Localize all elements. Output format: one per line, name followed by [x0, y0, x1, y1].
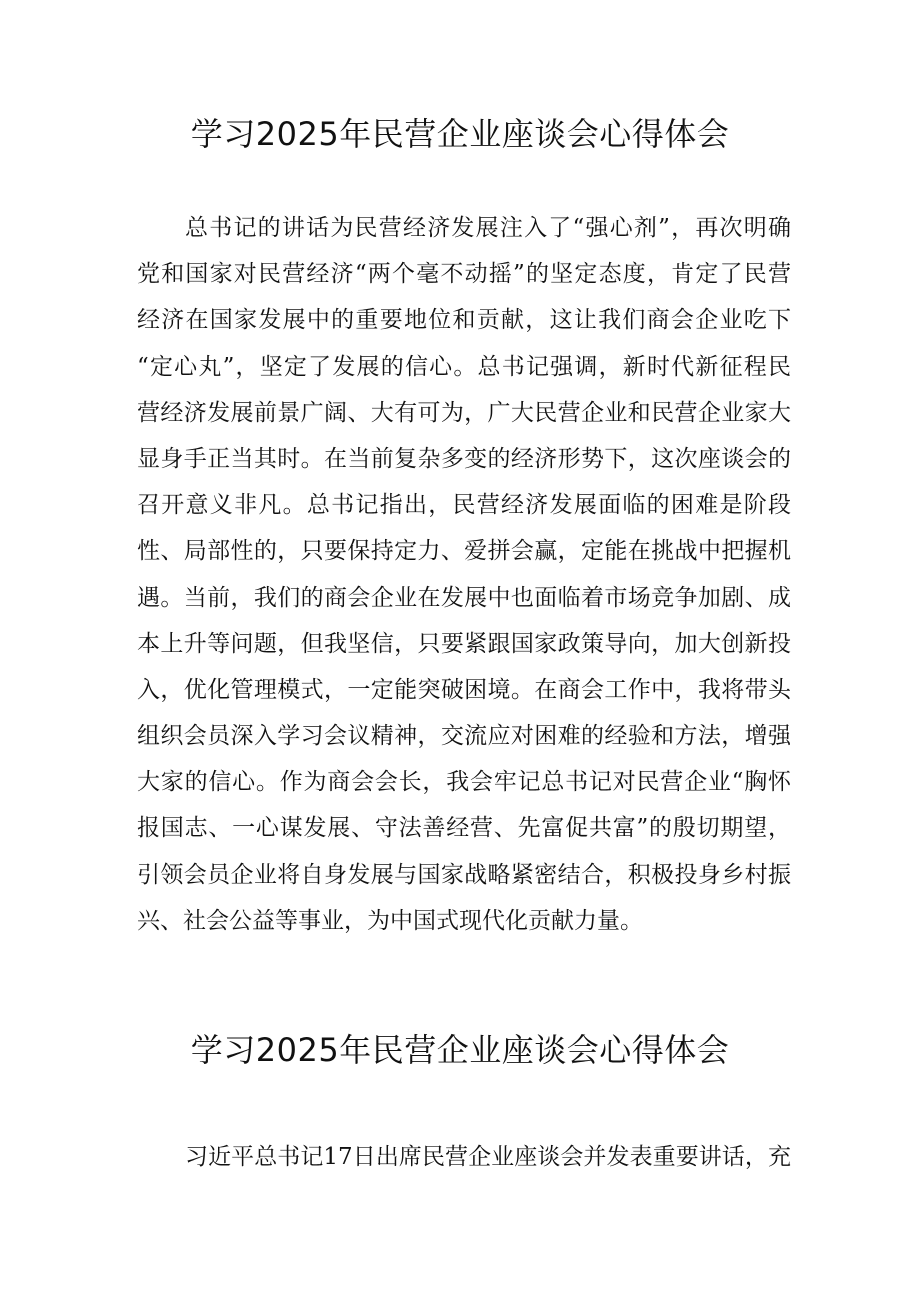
text-line: 入，优化管理模式，一定能突破困境。在商会工作中，我将带头 [137, 676, 791, 703]
text-line: 召开意义非凡。总书记指出，民营经济发展面临的困难是阶段 [137, 492, 791, 519]
article-title-2: 学习2025年民营企业座谈会心得体会 [190, 1031, 730, 1069]
text-line: 总书记的讲话为民营经济发展注入了“强心剂”，再次明确 [185, 215, 791, 241]
text-line: 性、局部性的，只要保持定力、爱拼会赢，定能在挑战中把握机 [137, 538, 791, 565]
text-line: 习近平总书记17日出席民营企业座谈会并发表重要讲话，充 [185, 1144, 791, 1170]
text-line: 经济在国家发展中的重要地位和贡献，这让我们商会企业吃下 [137, 307, 791, 334]
article-body-1 [137, 205, 791, 944]
text-line: 遇。当前，我们的商会企业在发展中也面临着市场竞争加剧、成 [137, 584, 791, 611]
article-body-2 [137, 1134, 791, 1180]
text-line: 党和国家对民营经济“两个毫不动摇”的坚定态度，肯定了民营 [137, 261, 791, 288]
text-line: 组织会员深入学习会议精神，交流应对困难的经验和方法，增强 [137, 723, 791, 750]
text-line: 显身手正当其时。在当前复杂多变的经济形势下，这次座谈会的 [137, 445, 791, 472]
text-line: “定心丸”，坚定了发展的信心。总书记强调，新时代新征程民 [137, 353, 791, 380]
text-line: 大家的信心。作为商会会长，我会牢记总书记对民营企业“胸怀 [137, 769, 791, 796]
article-title-1: 学习2025年民营企业座谈会心得体会 [190, 115, 730, 153]
text-line: 报国志、一心谋发展、守法善经营、先富促共富”的殷切期望， [137, 815, 791, 842]
text-line: 营经济发展前景广阔、大有可为，广大民营企业和民营企业家大 [137, 399, 791, 426]
text-line: 引领会员企业将自身发展与国家战略紧密结合，积极投身乡村振 [137, 861, 791, 888]
text-line: 兴、社会公益等事业，为中国式现代化贡献力量。 [137, 907, 643, 934]
text-line: 本上升等问题，但我坚信，只要紧跟国家政策导向，加大创新投 [137, 630, 791, 657]
